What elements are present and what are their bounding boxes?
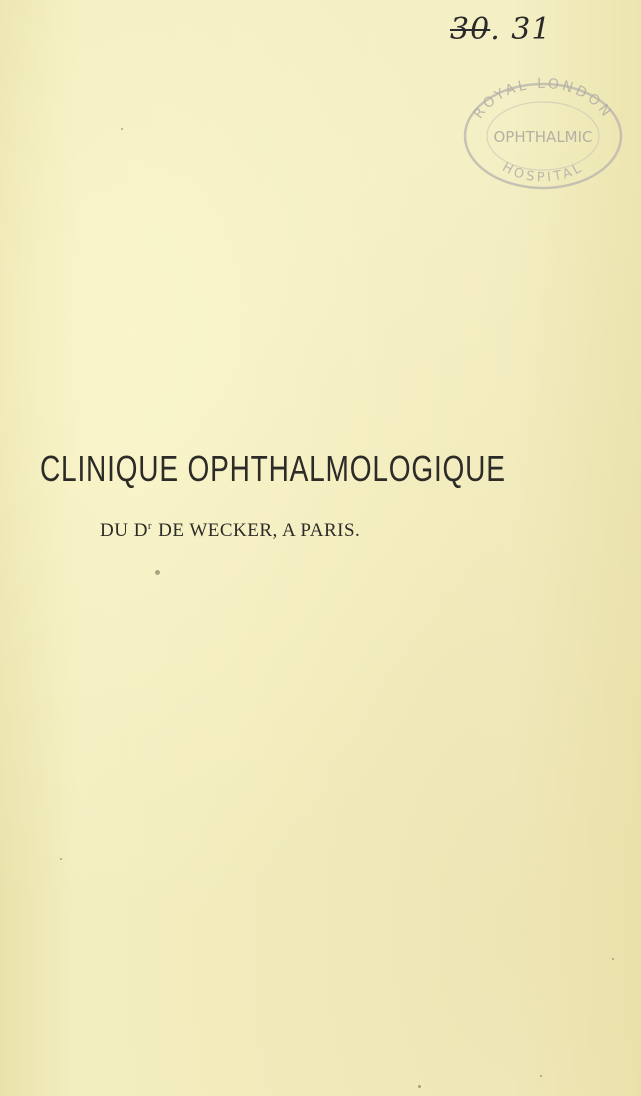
book-subtitle (100, 520, 360, 542)
stamp-middle-text: OPHTHALMIC (493, 128, 593, 146)
ink-speck (155, 570, 160, 575)
library-stamp (458, 76, 628, 194)
subtitle-rest: DE WECKER, A PARIS. (158, 520, 361, 541)
ink-speck (612, 958, 614, 960)
handwritten-shelfmark (450, 12, 551, 47)
shelfmark-number: . 31 (490, 12, 552, 47)
svg-text:HOSPITAL (500, 160, 587, 185)
stamp-bottom-text: HOSPITAL (499, 160, 587, 186)
ink-speck (418, 1085, 421, 1088)
subtitle-prefix: DU D (100, 520, 148, 541)
book-title: CLINIQUE OPHTHALMOLOGIQUE (40, 448, 506, 489)
ink-speck (540, 1075, 542, 1077)
struck-number: 30 (450, 12, 491, 47)
subtitle-superscript: r (147, 520, 153, 532)
svg-text:ROYAL LONDON (470, 76, 615, 122)
ink-speck (60, 858, 62, 860)
stamp-top-text: ROYAL LONDON (470, 76, 616, 122)
ink-speck (121, 128, 123, 130)
